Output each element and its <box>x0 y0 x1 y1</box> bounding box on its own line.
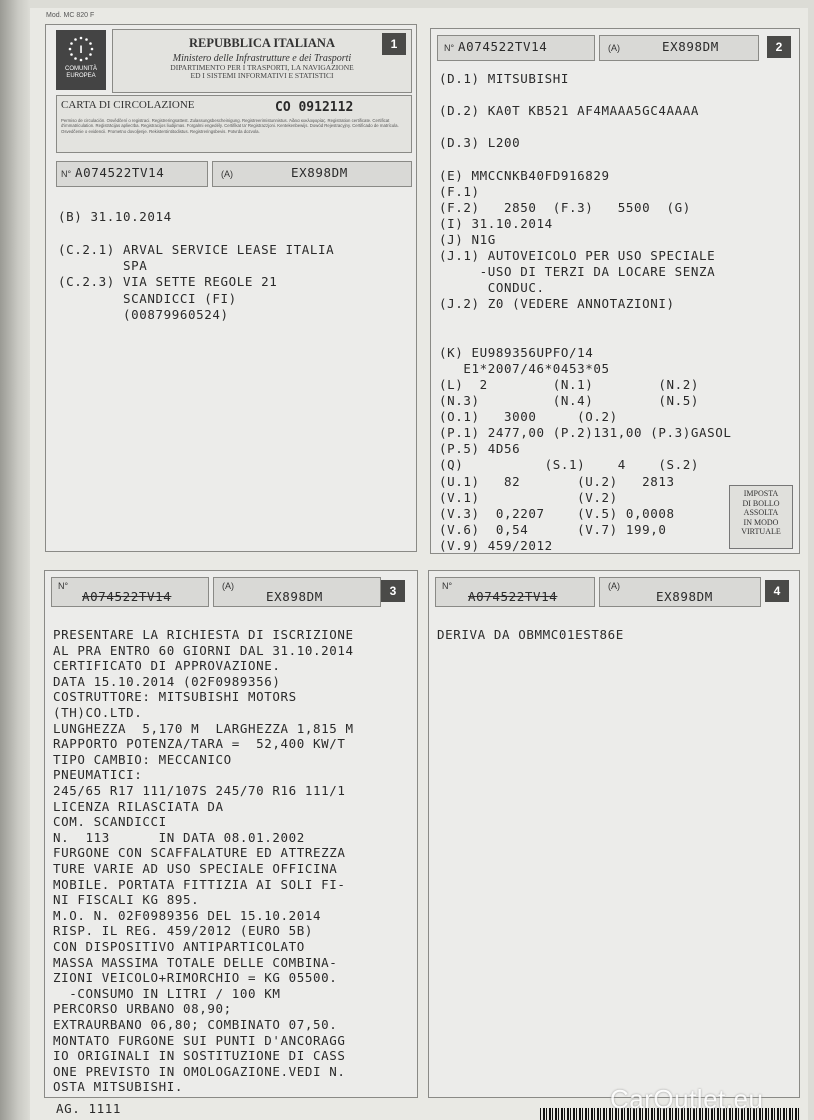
registration-number: A074522TV14 <box>75 165 165 180</box>
text-line: (V.1) (V.2) <box>439 489 618 505</box>
text-line: (TH)CO.LTD. <box>53 705 143 720</box>
text-line: CERTIFICATO DI APPROVAZIONE. <box>53 658 281 674</box>
republic-title: REPUBBLICA ITALIANA <box>189 36 335 50</box>
text-line: IO ORIGINALI IN SOSTITUZIONE DI CASS <box>53 1048 346 1064</box>
text-line: (J.1) AUTOVEICOLO PER USO SPECIALE <box>439 248 716 264</box>
registration-number-box <box>437 35 595 61</box>
footer-ag-code: AG. 1111 <box>56 1101 122 1116</box>
text-line: (J.2) Z0 (VEDERE ANNOTAZIONI) <box>439 296 675 312</box>
text-line: NI FISCALI KG 895. <box>53 892 200 908</box>
svg-text:I: I <box>79 44 83 56</box>
text-line: RAPPORTO POTENZA/TARA = 52,400 KW/T <box>53 736 346 752</box>
text-line: (P.1) 2477,00 (P.2)131,00 (P.3)GASOL <box>439 425 732 441</box>
text-line: FURGONE CON SCAFFALATURE ED ATTREZZA <box>53 845 346 861</box>
text-line: (O.1) 3000 (O.2) <box>439 409 618 425</box>
text-line: E1*2007/46*0453*05 <box>439 360 610 376</box>
text-line: (I) 31.10.2014 <box>439 215 553 231</box>
text-line: MASSA MASSIMA TOTALE DELLE COMBINA- <box>53 954 338 970</box>
stamp-line: IN MODO <box>743 517 779 527</box>
text-line: SPA <box>58 257 148 273</box>
stamp-line: IMPOSTA <box>743 489 779 498</box>
text-line: (C.2.1) ARVAL SERVICE LEASE ITALIA <box>58 241 335 257</box>
document-number: CO 0912112 <box>275 100 354 115</box>
text-line: 245/65 R17 111/107S 245/70 R16 111/1 <box>53 783 346 798</box>
text-line: CON DISPOSITIVO ANTIPARTICOLATO <box>53 939 305 954</box>
text-line: (D.3) L200 <box>439 135 521 151</box>
ministry-header <box>112 29 412 93</box>
text-line: COSTRUTTORE: MITSUBISHI MOTORS <box>53 689 297 705</box>
document-title-box <box>56 95 412 153</box>
text-line: (D.1) MITSUBISHI <box>439 71 570 86</box>
plate-label: (A) <box>608 581 620 591</box>
text-line: (K) EU989356UPFO/14 <box>439 344 594 360</box>
text-line: N. 113 IN DATA 08.01.2002 <box>53 829 305 845</box>
text-line: (V.9) 459/2012 <box>439 537 553 553</box>
plate-box <box>212 161 412 187</box>
text-line: ZIONI VEICOLO+RIMORCHIO = KG 05500. <box>53 970 338 986</box>
stamp-line: DI BOLLO <box>742 498 780 508</box>
watermark-logo: CarOutlet.eu <box>610 1084 764 1114</box>
ministry-name: Ministero delle Infrastrutture e dei Trasporti <box>172 53 352 64</box>
plate-number: EX898DM <box>662 39 719 54</box>
text-line: (C.2.3) VIA SETTE REGOLE 21 <box>58 274 278 290</box>
text-line: TURE VARIE AD USO SPECIALE OFFICINA <box>53 861 338 876</box>
text-line: DATA 15.10.2014 (02F0989356) <box>53 673 281 689</box>
panel-4 <box>428 570 800 1098</box>
registration-number: A074522TV14 <box>82 589 172 604</box>
panel-number-badge: 1 <box>382 33 406 55</box>
department-line-2: ED I SISTEMI INFORMATIVI E STATISTICI <box>190 71 334 80</box>
text-line: (D.2) KA0T KB521 AF4MAAA5GC4AAAA <box>439 103 700 119</box>
stamp-line: VIRTUALE <box>741 527 781 536</box>
panel-2 <box>430 28 800 554</box>
plate-box <box>599 577 761 607</box>
eu-label: COMUNITÀ EUROPEA <box>65 66 97 79</box>
department-line-1: DIPARTIMENTO PER I TRASPORTI, LA NAVIGAZIONE <box>170 63 354 72</box>
plate-number: EX898DM <box>266 589 323 604</box>
number-label: N° <box>58 581 69 591</box>
text-line: LUNGHEZZA 5,170 M LARGHEZZA 1,815 M <box>53 720 354 736</box>
registration-number-box <box>56 161 208 187</box>
text-line: EXTRAURBANO 06,80; COMBINATO 07,50. <box>53 1017 338 1032</box>
text-line: ONE PREVISTO IN OMOLOGAZIONE.VEDI N. <box>53 1063 346 1079</box>
text-line: PRESENTARE LA RICHIESTA DI ISCRIZIONE <box>53 627 354 642</box>
registration-number-box <box>51 577 209 607</box>
number-label: N° <box>442 581 453 591</box>
text-line: (F.2) 2850 (F.3) 5500 (G) <box>439 199 691 215</box>
text-line: RISP. IL REG. 459/2012 (EURO 5B) <box>53 923 314 939</box>
text-line: (J) N1G <box>439 232 496 247</box>
form-code: Mod. MC 820 F <box>46 12 95 19</box>
document-title: CARTA DI CIRCOLAZIONE <box>61 99 195 111</box>
registration-number: A074522TV14 <box>458 39 548 54</box>
number-label: N° <box>61 169 72 179</box>
text-line: TIPO CAMBIO: MECCANICO <box>53 751 232 767</box>
text-line: COM. SCANDICCI <box>53 814 167 830</box>
plate-number: EX898DM <box>291 165 348 180</box>
stamp-line: ASSOLTA <box>743 508 779 517</box>
number-label: N° <box>444 43 455 53</box>
text-line: MOBILE. PORTATA FITTIZIA AI SOLI FI- <box>53 876 346 892</box>
text-line: (N.3) (N.4) (N.5) <box>439 393 700 408</box>
text-line: (B) 31.10.2014 <box>58 209 172 224</box>
text-line: MONTATO FURGONE SUI PUNTI D'ANCORAGG <box>53 1032 346 1048</box>
panel-1 <box>45 24 417 552</box>
text-line: (U.1) 82 (U.2) 2813 <box>439 473 675 489</box>
plate-box <box>213 577 381 607</box>
text-line: (F.1) <box>439 183 480 199</box>
plate-label: (A) <box>222 581 234 591</box>
plate-number: EX898DM <box>656 589 713 604</box>
plate-box <box>599 35 759 61</box>
text-line: (E) MMCCNKB40FD916829 <box>439 167 610 183</box>
text-line: -USO DI TERZI DA LOCARE SENZA <box>439 264 716 280</box>
registration-number-box <box>435 577 595 607</box>
text-line: (L) 2 (N.1) (N.2) <box>439 376 700 392</box>
text-line: -CONSUMO IN LITRI / 100 KM <box>53 985 281 1001</box>
text-line: (V.6) 0,54 (V.7) 199,0 <box>439 521 667 537</box>
text-line: (P.5) 4D56 <box>439 441 521 457</box>
text-line: OSTA MITSUBISHI. <box>53 1079 184 1095</box>
eu-stars-icon <box>66 34 96 64</box>
text-line: (00879960524) <box>58 306 229 322</box>
text-line: (Q) (S.1) 4 (S.2) <box>439 457 700 473</box>
text-line: LICENZA RILASCIATA DA <box>53 798 224 814</box>
stamp-duty-box <box>729 485 793 549</box>
document-spine-shadow <box>0 0 30 1120</box>
registration-number: A074522TV14 <box>468 589 558 604</box>
text-line: CONDUC. <box>439 280 545 296</box>
text-line: PNEUMATICI: <box>53 767 143 783</box>
panel-number-badge: 3 <box>381 580 405 602</box>
text-line: M.O. N. 02F0989356 DEL 15.10.2014 <box>53 907 322 923</box>
text-line: PERCORSO URBANO 08,90; <box>53 1001 232 1017</box>
panel-3 <box>44 570 418 1098</box>
panel-number-badge: 4 <box>765 580 789 602</box>
plate-label: (A) <box>221 169 233 179</box>
text-line: DERIVA DA OBMMC01EST86E <box>437 627 624 642</box>
text-line: AL PRA ENTRO 60 GIORNI DAL 31.10.2014 <box>53 642 354 658</box>
eu-emblem <box>56 30 106 90</box>
panel-number-badge: 2 <box>767 36 791 58</box>
plate-label: (A) <box>608 43 620 53</box>
multilingual-fine-print: Permiso de circulación. Osvědčení o registraci. Registreringsattest. Zulassungsbescheinigung. Registreerimistunnistus. Άδεια κυκλοφορίας. Registration certificate. Certificat d'immatriculation. Reģistrācijas apliecība. Registracijos liudijimas. Forgalmi engedély. Certifikat ta' Registrazzjoni. Kentekenbewijs. Dowód Rejestracyjny. Certificado de matrícula. Osvedčenie o evidencii. Prometno dovoljenje. Rekisteröintitodistus. Registreringsbevis. Potvrda dozvola. <box>61 118 399 134</box>
text-line: (V.3) 0,2207 (V.5) 0,0008 <box>439 505 675 521</box>
text-line: SCANDICCI (FI) <box>58 290 237 306</box>
